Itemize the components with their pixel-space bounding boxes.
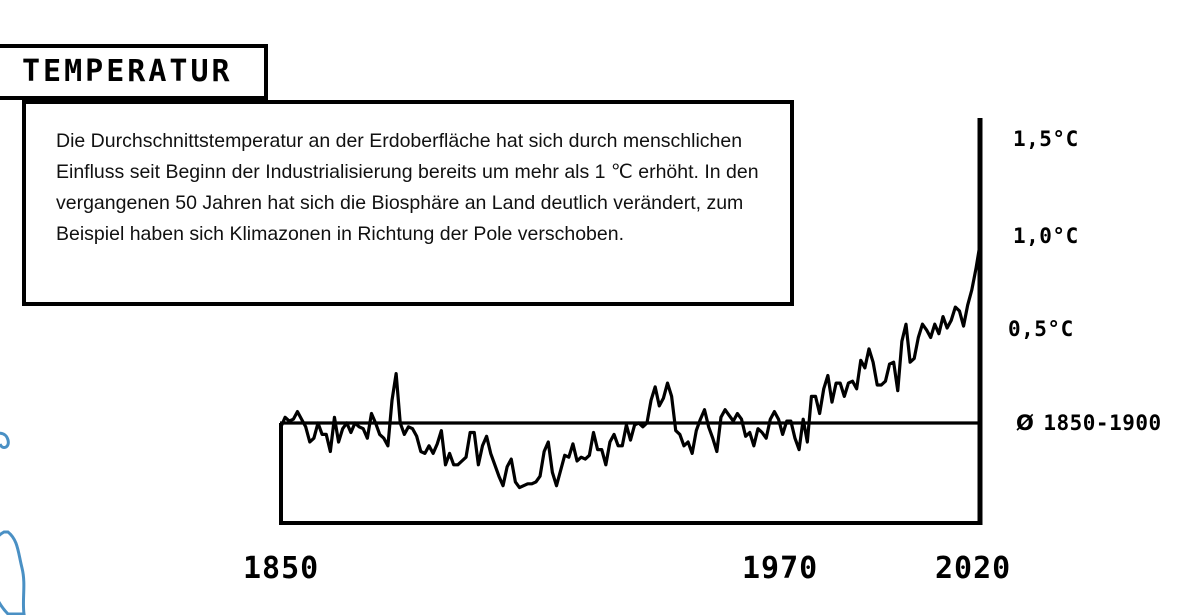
x-axis-label-1850: 1850 [243,551,320,586]
chart-plot-area [281,244,980,487]
temperature-chart-svg [275,108,1005,533]
map-outline-icon [0,420,28,460]
y-axis-label-1-5: 1,5°C [1013,127,1079,151]
temperature-chart [275,108,1005,533]
baseline-period-label: 1850-1900 [1043,411,1162,435]
average-symbol-icon: Ø [1016,411,1035,435]
description-text: Die Durchschnittstemperatur an der Erdoberfläche hat sich durch menschlichen Einfluss seit Beginn der Industrialisierung bereits um mehr als 1 ℃ erhöht. In den vergangenen 50 Jahren hat sich die Biosphäre an Land deutlich verändert, zum Beispiel haben sich Klimazonen in Richtung der Pole verschoben. [56,130,759,245]
y-axis-label-baseline [1016,411,1162,435]
page-title: TEMPERATUR [22,54,233,89]
y-axis-label-0-5: 0,5°C [1008,317,1074,341]
temperature-series-line [281,244,980,487]
section-title-tab [0,44,268,100]
x-axis-label-1970: 1970 [742,551,819,586]
x-axis-label-2020: 2020 [935,551,1012,586]
map-outline-icon [0,530,48,615]
y-axis-label-1-0: 1,0°C [1013,224,1079,248]
